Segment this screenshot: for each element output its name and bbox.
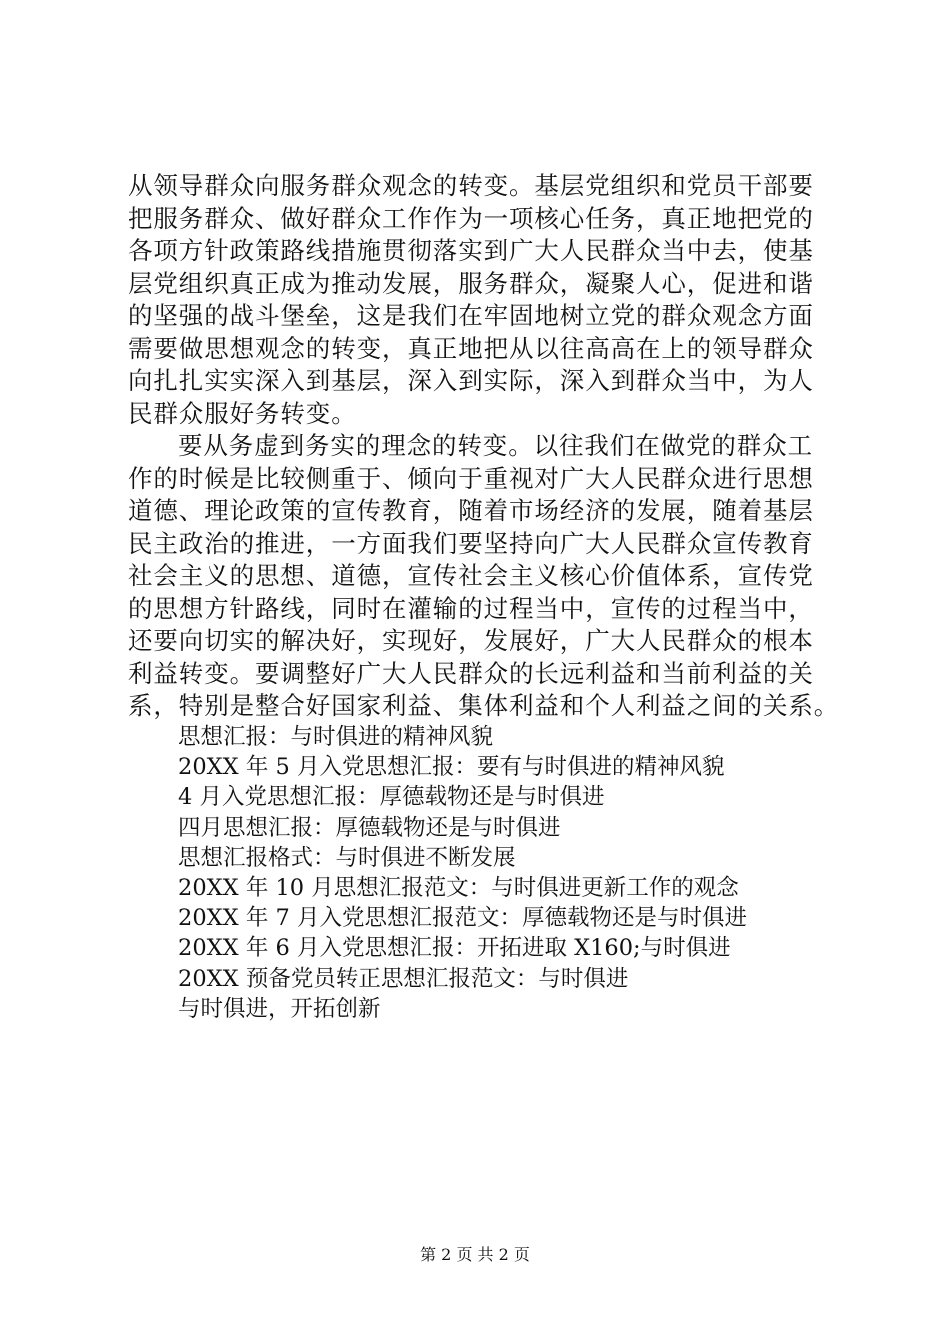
related-link[interactable]: 与时俱进，开拓创新 bbox=[178, 995, 381, 1022]
paragraph-line: 民群众服好务转变。 bbox=[128, 398, 357, 428]
paragraph-1 bbox=[128, 170, 868, 430]
paragraph-line: 的思想方针路线，同时在灌输的过程当中，宣传的过程当中， bbox=[128, 593, 814, 623]
related-link[interactable]: 20XX 预备党员转正思想汇报范文：与时俱进 bbox=[178, 965, 629, 992]
paragraph-line: 作的时候是比较侧重于、倾向于重视对广大人民群众进行思想 bbox=[128, 463, 814, 493]
related-link[interactable]: 20XX 年 7 月入党思想汇报范文：厚德载物还是与时俱进 bbox=[178, 905, 747, 932]
related-link[interactable]: 思想汇报格式：与时俱进不断发展 bbox=[178, 844, 516, 871]
paragraph-line: 民主政治的推进，一方面我们要坚持向广大人民群众宣传教育 bbox=[128, 528, 814, 558]
paragraph-line: 把服务群众、做好群众工作作为一项核心任务，真正地把党的 bbox=[128, 203, 814, 233]
body-text bbox=[128, 170, 868, 723]
related-link[interactable]: 20XX 年 6 月入党思想汇报：开拓进取 X160;与时俱进 bbox=[178, 935, 731, 962]
paragraph-line: 要从务虚到务实的理念的转变。以往我们在做党的群众工 bbox=[178, 431, 813, 460]
related-links-list bbox=[178, 722, 878, 1024]
related-link[interactable]: 思想汇报：与时俱进的精神风貌 bbox=[178, 724, 494, 750]
paragraph-2 bbox=[128, 430, 868, 723]
related-link[interactable]: 4 月入党思想汇报：厚德载物还是与时俱进 bbox=[178, 784, 605, 811]
paragraph-line: 系，特别是整合好国家利益、集体利益和个人利益之间的关系。 bbox=[128, 691, 840, 720]
paragraph-line: 利益转变。要调整好广大人民群众的长远利益和当前利益的关 bbox=[128, 658, 814, 688]
paragraph-line: 需要做思想观念的转变，真正地把从以往高高在上的领导群众 bbox=[128, 333, 814, 363]
paragraph-line: 道德、理论政策的宣传教育，随着市场经济的发展，随着基层 bbox=[128, 496, 814, 525]
related-link[interactable]: 20XX 年 5 月入党思想汇报：要有与时俱进的精神风貌 bbox=[178, 754, 725, 781]
paragraph-line: 社会主义的思想、道德，宣传社会主义核心价值体系，宣传党 bbox=[128, 561, 814, 590]
related-link[interactable]: 四月思想汇报：厚德载物还是与时俱进 bbox=[178, 814, 561, 841]
paragraph-line: 层党组织真正成为推动发展，服务群众，凝聚人心，促进和谐 bbox=[128, 268, 814, 298]
paragraph-line: 各项方针政策路线措施贯彻落实到广大人民群众当中去，使基 bbox=[128, 236, 814, 265]
paragraph-line: 从领导群众向服务群众观念的转变。基层党组织和党员干部要 bbox=[128, 171, 814, 200]
page-number-footer: 第 2 页 共 2 页 bbox=[420, 1245, 530, 1264]
paragraph-line: 向扎扎实实深入到基层，深入到实际，深入到群众当中，为人 bbox=[128, 366, 814, 395]
related-link[interactable]: 20XX 年 10 月思想汇报范文：与时俱进更新工作的观念 bbox=[178, 874, 739, 901]
paragraph-line: 的坚强的战斗堡垒，这是我们在牢固地树立党的群众观念方面 bbox=[128, 301, 814, 330]
paragraph-line: 还要向切实的解决好，实现好，发展好，广大人民群众的根本 bbox=[128, 626, 814, 655]
